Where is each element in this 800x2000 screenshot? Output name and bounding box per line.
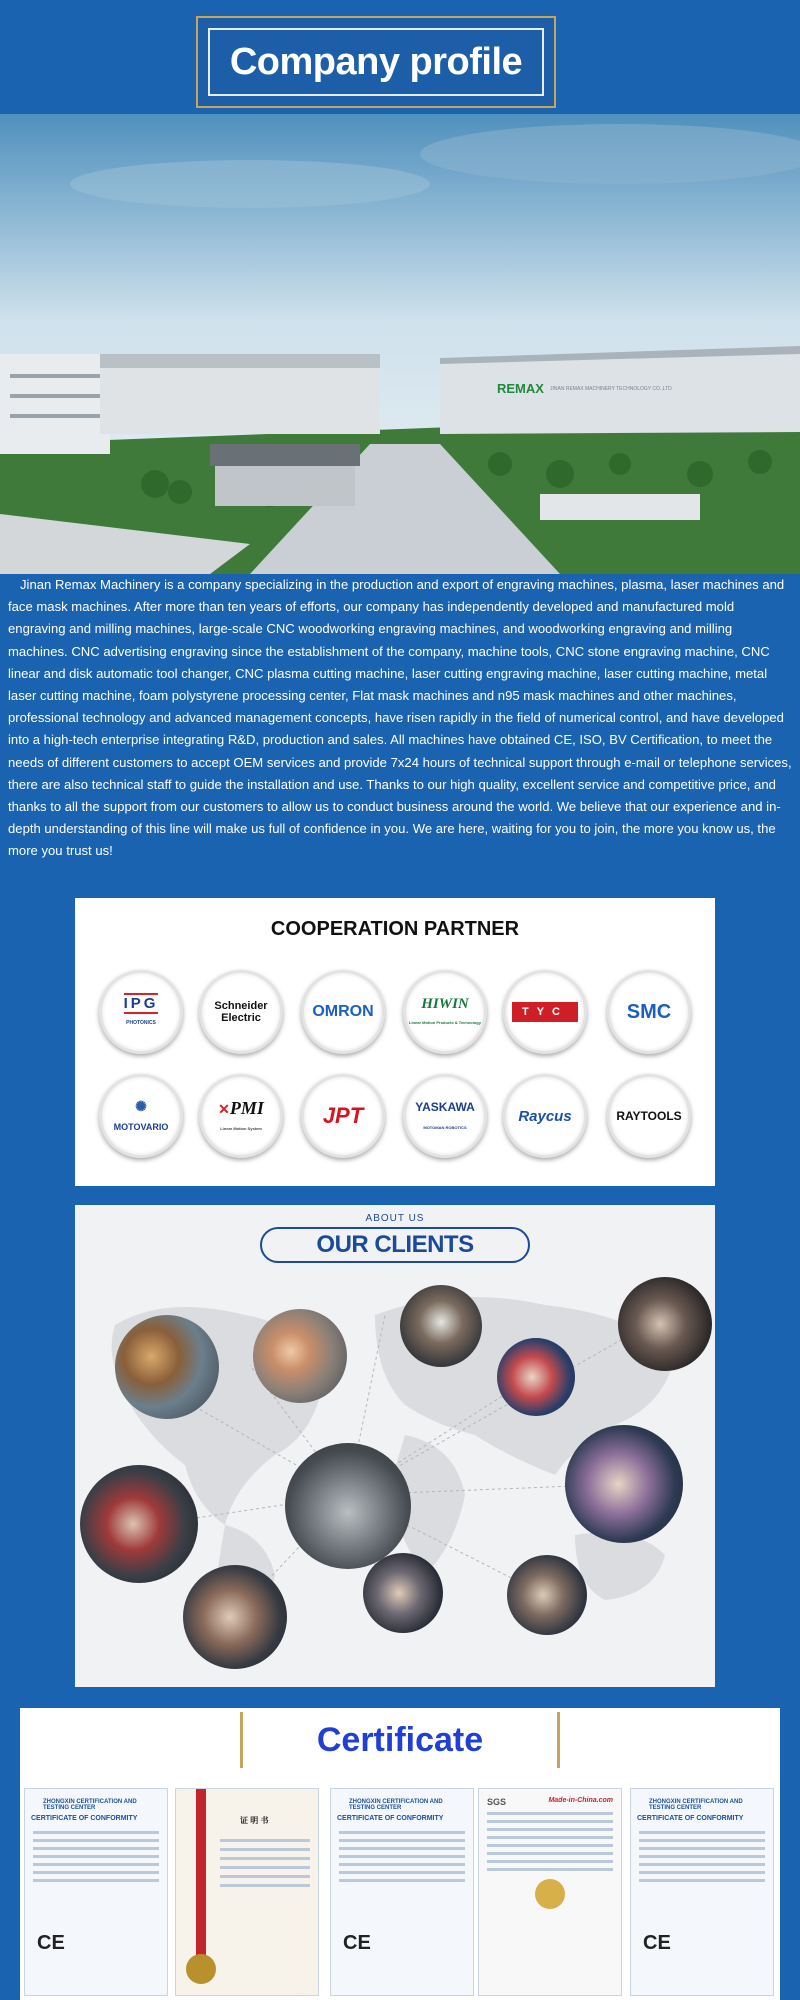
- header-banner: [0, 0, 800, 112]
- factory-sign-brand: REMAX: [497, 381, 544, 396]
- client-photo: [183, 1565, 287, 1669]
- clients-title-pill: [260, 1227, 530, 1263]
- sgs-seal: [535, 1879, 565, 1909]
- partner-logo-jpt: JPT: [301, 1074, 385, 1158]
- partner-logo-omron: OMRON: [301, 970, 385, 1054]
- client-photo: [80, 1465, 198, 1583]
- client-photo: [497, 1338, 575, 1416]
- client-photo: [507, 1555, 587, 1635]
- pmi-x-mark: ✕: [218, 1100, 230, 1117]
- company-intro: Jinan Remax Machinery is a company specializing in the production and export of engraving machines, plasma, laser machines and face mask machines. After more than ten years of efforts, our company has independently developed and manufactured mold engraving and milling machines, large-scale CNC woodworking engraving machines, and woodworking engraving and milling machines. CNC advertising engraving since the establishment of the company, machine tools, CNC stone engraving machine, CNC linear and disk automatic tool changer, CNC plasma cutting machine, laser cutting engraving machine, laser cutting machine, metal laser cutting machine, foam polystyrene processing center, Flat mask machines and n95 mask machines and other machines, professional technology and advanced management concepts, have risen rapidly in the field of numerical control, and have developed into a high-tech enterprise integrating R&D, production and sales. All machines have obtained CE, ISO, BV Certification, to meet the needs of different customers to accept OEM services and provide 7x24 hours of technical support through e-mail or telephone services, there are also technical staff to guide the installation and use. Thanks to our high quality, excellent service and competitive price, and thanks to all the support from our customers to allow us to conduct business around the world. We believe that our experience and in-depth understanding of this line will make us full of confidence in you. We are here, waiting for you to join, the more you know us, the more you trust us!: [8, 577, 792, 859]
- title-inner-frame: [208, 28, 544, 96]
- page-title: Company profile: [229, 40, 523, 83]
- partner-logo-raycus: Raycus: [503, 1074, 587, 1158]
- client-photo: [115, 1315, 219, 1419]
- gate-roof: [210, 444, 360, 466]
- certificate-title-frame: [240, 1712, 560, 1768]
- partner-logo-pmi: ✕PMI Linear Motion System: [199, 1074, 283, 1158]
- clients-title: OUR CLIENTS: [316, 1231, 474, 1258]
- certificate-ce-1: ZHONGXIN CERTIFICATION AND TESTING CENTER CERTIFICATE OF CONFORMITY CE: [24, 1788, 168, 1996]
- partner-logo-hiwin: HIWIN Linear Motion Products & Technology: [403, 970, 487, 1054]
- client-photo: [400, 1285, 482, 1367]
- partner-logo-tyc: TYC: [503, 970, 587, 1054]
- right-factory: [440, 354, 800, 434]
- about-us-kicker: ABOUT US: [365, 1213, 425, 1224]
- partner-logo-schneider: Schneider Electric: [199, 970, 283, 1054]
- client-photo-center: [285, 1443, 411, 1569]
- signboard: [540, 494, 700, 520]
- partners-title: COOPERATION PARTNER: [270, 918, 520, 940]
- left-factory: [100, 364, 380, 434]
- partner-logo-yaskawa: YASKAWA MOTOMAN ROBOTICS: [403, 1074, 487, 1158]
- seal: [186, 1954, 216, 1984]
- gatehouse: [215, 466, 355, 506]
- client-photo: [565, 1425, 683, 1543]
- office-building: [0, 354, 110, 454]
- title-frame: [196, 16, 556, 108]
- cooperation-partner-panel: [75, 898, 715, 1186]
- factory-illustration: [0, 114, 800, 574]
- cloud: [70, 160, 430, 208]
- certificate-ce-2: ZHONGXIN CERTIFICATION AND TESTING CENTER CERTIFICATE OF CONFORMITY CE: [330, 1788, 474, 1996]
- partner-logo-raytools: RAYTOOLS: [607, 1074, 691, 1158]
- left-factory-roof: [100, 354, 380, 368]
- factory-sign-company: JINAN REMAX MACHINERY TECHNOLOGY CO.,LTD: [550, 386, 672, 392]
- partner-logo-ipg: IPG PHOTONICS: [99, 970, 183, 1054]
- partner-logo-motovario: ✺ MOTOVARIO: [99, 1074, 183, 1158]
- certificate-panel: [20, 1708, 780, 2000]
- certificate-chinese: 证 明 书: [175, 1788, 319, 1996]
- certificate-title: Certificate: [316, 1720, 484, 1759]
- partner-logo-smc: SMC: [607, 970, 691, 1054]
- certificate-sgs: SGS Made-in-China.com: [478, 1788, 622, 1996]
- factory-photo: [0, 114, 800, 574]
- client-photo: [363, 1553, 443, 1633]
- gear-icon: ✺: [135, 1097, 147, 1114]
- certificate-ce-3: ZHONGXIN CERTIFICATION AND TESTING CENTER CERTIFICATE OF CONFORMITY CE: [630, 1788, 774, 1996]
- ribbon: [196, 1789, 206, 1959]
- client-photo: [618, 1277, 712, 1371]
- clients-heading: [260, 1213, 530, 1263]
- our-clients-panel: [75, 1205, 715, 1687]
- client-photo: [253, 1309, 347, 1403]
